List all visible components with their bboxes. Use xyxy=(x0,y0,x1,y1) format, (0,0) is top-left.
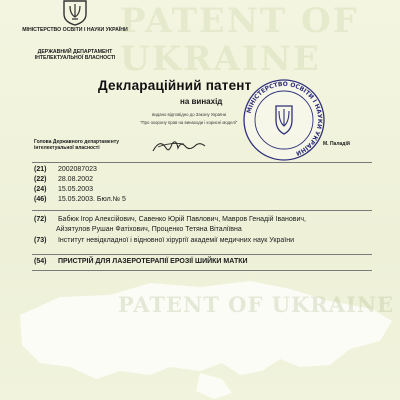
divider xyxy=(32,270,372,271)
field-code: (72) xyxy=(34,216,47,223)
field-21 xyxy=(34,166,97,173)
document-title: Деклараційний патент xyxy=(98,78,252,93)
field-72-continued xyxy=(56,226,242,233)
handwritten-signature xyxy=(150,136,210,156)
inventors-line-2: Айзятулов Рушан Фатіхович, Проценко Тетяна Віталіївна xyxy=(56,226,242,233)
filing-date: 28.08.2002 xyxy=(57,176,93,183)
field-code: (73) xyxy=(34,237,47,244)
field-24 xyxy=(34,186,93,193)
coat-of-arms-icon xyxy=(60,0,90,26)
patent-holder: Інститут невідкладної і відновної хірургії академії медичних наук України xyxy=(57,237,294,244)
official-seal-icon xyxy=(242,78,326,162)
signer-name: М. Паладій xyxy=(323,141,350,147)
invention-title: ПРИСТРІЙ ДЛЯ ЛАЗЕРОТЕРАПІЇ ЕРОЗІЇ ШИЙКИ МАТКИ xyxy=(57,258,248,265)
application-number: 2002087023 xyxy=(57,166,97,173)
field-73 xyxy=(34,237,294,244)
field-72 xyxy=(34,216,306,223)
field-46 xyxy=(34,196,126,203)
document-subtitle: на винахід xyxy=(180,97,223,106)
svg-text:МІНІСТЕРСТВО ОСВІТИ І НАУКИ УК: МІНІСТЕРСТВО ОСВІТИ І НАУКИ УКРАЇНИ xyxy=(245,80,324,157)
field-code: (54) xyxy=(34,258,47,265)
field-22 xyxy=(34,176,93,183)
background-watermark: PATENT OF UKRAINE xyxy=(120,1,359,79)
divider xyxy=(32,210,372,211)
inventors-line-1: Бабюк Ігор Алексійович, Савенко Юрій Павлович, Мавров Генадій Іванович, xyxy=(57,216,306,223)
bottom-watermark: PATENT OF UKRAINE xyxy=(118,292,395,317)
issued-basis-line-1: видано відповідно до Закону України xyxy=(152,112,226,117)
publication-date: 15.05.2003. Бюл.№ 5 xyxy=(57,196,126,203)
field-54 xyxy=(34,258,248,265)
head-of-department-label: Голова Державного департаменту інтелектуальної власності xyxy=(34,139,120,151)
divider xyxy=(32,162,372,163)
field-code: (46) xyxy=(34,196,47,203)
divider xyxy=(32,254,372,255)
field-code: (21) xyxy=(34,166,47,173)
ministry-name: МІНІСТЕРСТВО ОСВІТИ І НАУКИ УКРАЇНИ xyxy=(22,27,128,33)
field-code: (22) xyxy=(34,176,47,183)
issued-basis-line-2: "Про охорону прав на винаходи і корисні моделі" xyxy=(140,120,238,125)
effective-date: 15.05.2003 xyxy=(57,186,93,193)
field-code: (24) xyxy=(34,186,47,193)
department-name: ДЕРЖАВНИЙ ДЕПАРТАМЕНТ ІНТЕЛЕКТУАЛЬНОЇ ВЛАСНОСТІ xyxy=(34,49,116,62)
